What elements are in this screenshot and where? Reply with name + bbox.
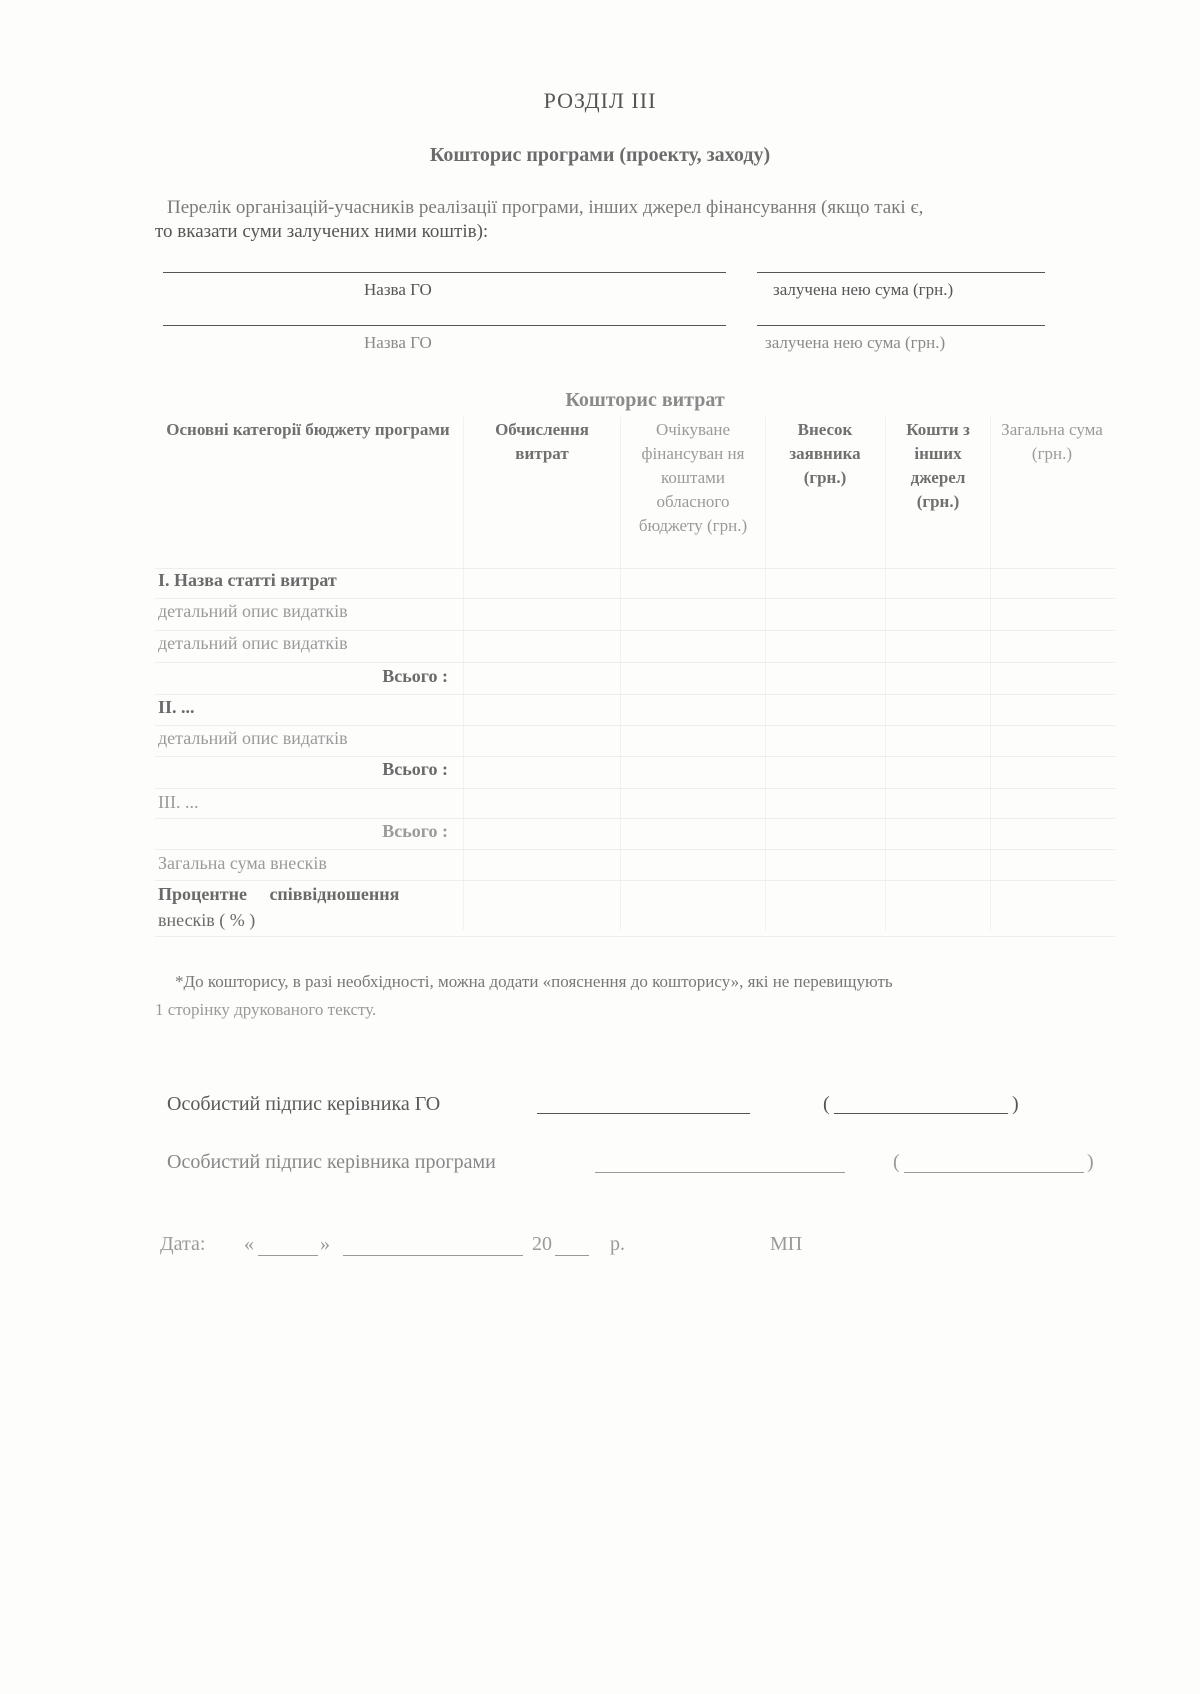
row-detail: детальний опис видатків (158, 601, 348, 621)
column-divider (765, 417, 766, 930)
row-subtotal: Всього : (382, 666, 448, 686)
row-percent-line-1: Процентне співвідношення (158, 884, 400, 904)
row-detail: детальний опис видатків (158, 728, 348, 748)
intro-line-2: то вказати суми залучених ними коштів): (155, 221, 489, 242)
date-quote-open: « (244, 1233, 254, 1255)
row-item-1: I. Назва статті витрат (158, 570, 337, 590)
column-divider (990, 417, 991, 930)
footnote-line-1: *До кошторису, в разі необхідності, можна додати «пояснення до кошторису», які не перевищують (175, 972, 893, 991)
section-title: РОЗДІЛ III (543, 88, 657, 113)
footnote (155, 968, 1145, 1024)
paren-open: ( (893, 1151, 900, 1173)
signature-head-go-name-line[interactable] (834, 1113, 1008, 1114)
document-title: Кошторис програми (проекту, заходу) (429, 144, 771, 166)
paren-close: ) (1012, 1093, 1019, 1115)
row-detail: детальний опис видатків (158, 633, 348, 653)
row-divider (155, 756, 1115, 757)
footnote-line-2: 1 сторінку друкованого тексту. (155, 1000, 377, 1019)
date-label: Дата: (160, 1233, 206, 1255)
date-quote-close: » (320, 1233, 330, 1255)
header-applicant: Внесок заявника (грн.) (789, 420, 861, 487)
signature-head-program-line[interactable] (595, 1172, 845, 1173)
participant-name-line-2[interactable] (163, 325, 726, 326)
participant-sum-line-2[interactable] (757, 325, 1045, 326)
row-divider (155, 662, 1115, 663)
column-divider (620, 417, 621, 930)
header-total: Загальна сума (грн.) (1001, 420, 1103, 463)
row-divider (155, 880, 1115, 881)
participant-name-caption-1: Назва ГО (364, 280, 432, 299)
intro-paragraph (155, 196, 1125, 244)
row-divider (155, 849, 1115, 850)
signature-head-go-line[interactable] (537, 1113, 750, 1114)
header-regional-budget: Очікуване фінансуван ня коштами обласного бюджету (грн.) (638, 420, 748, 535)
row-percent-line-2: внесків ( % ) (158, 910, 256, 930)
budget-table-title: Кошторис витрат (565, 389, 725, 411)
row-item-3: III. ... (158, 792, 199, 812)
row-divider (155, 818, 1115, 819)
date-year-suffix: р. (610, 1233, 625, 1255)
row-subtotal: Всього : (382, 759, 448, 779)
seal-label: МП (770, 1233, 803, 1255)
signature-head-go-label: Особистий підпис керівника ГО (167, 1093, 441, 1115)
participant-name-caption-2: Назва ГО (364, 333, 432, 352)
row-sum-contributions: Загальна сума внесків (158, 853, 327, 873)
participant-sum-caption-2: залучена нею сума (грн.) (765, 333, 946, 352)
column-divider (463, 417, 464, 930)
header-categories: Основні категорії бюджету програми (166, 420, 450, 439)
intro-line-1: Перелік організацій-учасників реалізації програми, інших джерел фінансування (якщо такі є, (167, 197, 924, 218)
signature-head-program-name-line[interactable] (904, 1172, 1084, 1173)
row-subtotal: Всього : (382, 821, 448, 841)
row-divider (155, 694, 1115, 695)
participant-sum-caption-1: залучена нею сума (грн.) (773, 280, 954, 299)
header-other-sources: Кошти з інших джерел (грн.) (906, 420, 970, 511)
row-divider (155, 630, 1115, 631)
paren-open: ( (823, 1093, 830, 1115)
signature-head-program-label: Особистий підпис керівника програми (167, 1151, 496, 1173)
date-month-field[interactable] (343, 1255, 523, 1256)
header-calculation: Обчислення витрат (495, 420, 589, 463)
row-divider (155, 568, 1115, 569)
row-divider (155, 725, 1115, 726)
participant-name-line-1[interactable] (163, 272, 726, 273)
column-divider (885, 417, 886, 930)
row-divider (155, 788, 1115, 789)
date-year-field[interactable] (555, 1255, 589, 1256)
row-divider (155, 598, 1115, 599)
participant-sum-line-1[interactable] (757, 272, 1045, 273)
date-year-prefix: 20 (532, 1233, 552, 1255)
row-item-2: II. ... (158, 697, 195, 717)
row-divider (155, 936, 1115, 937)
paren-close: ) (1087, 1151, 1094, 1173)
date-day-field[interactable] (258, 1255, 318, 1256)
